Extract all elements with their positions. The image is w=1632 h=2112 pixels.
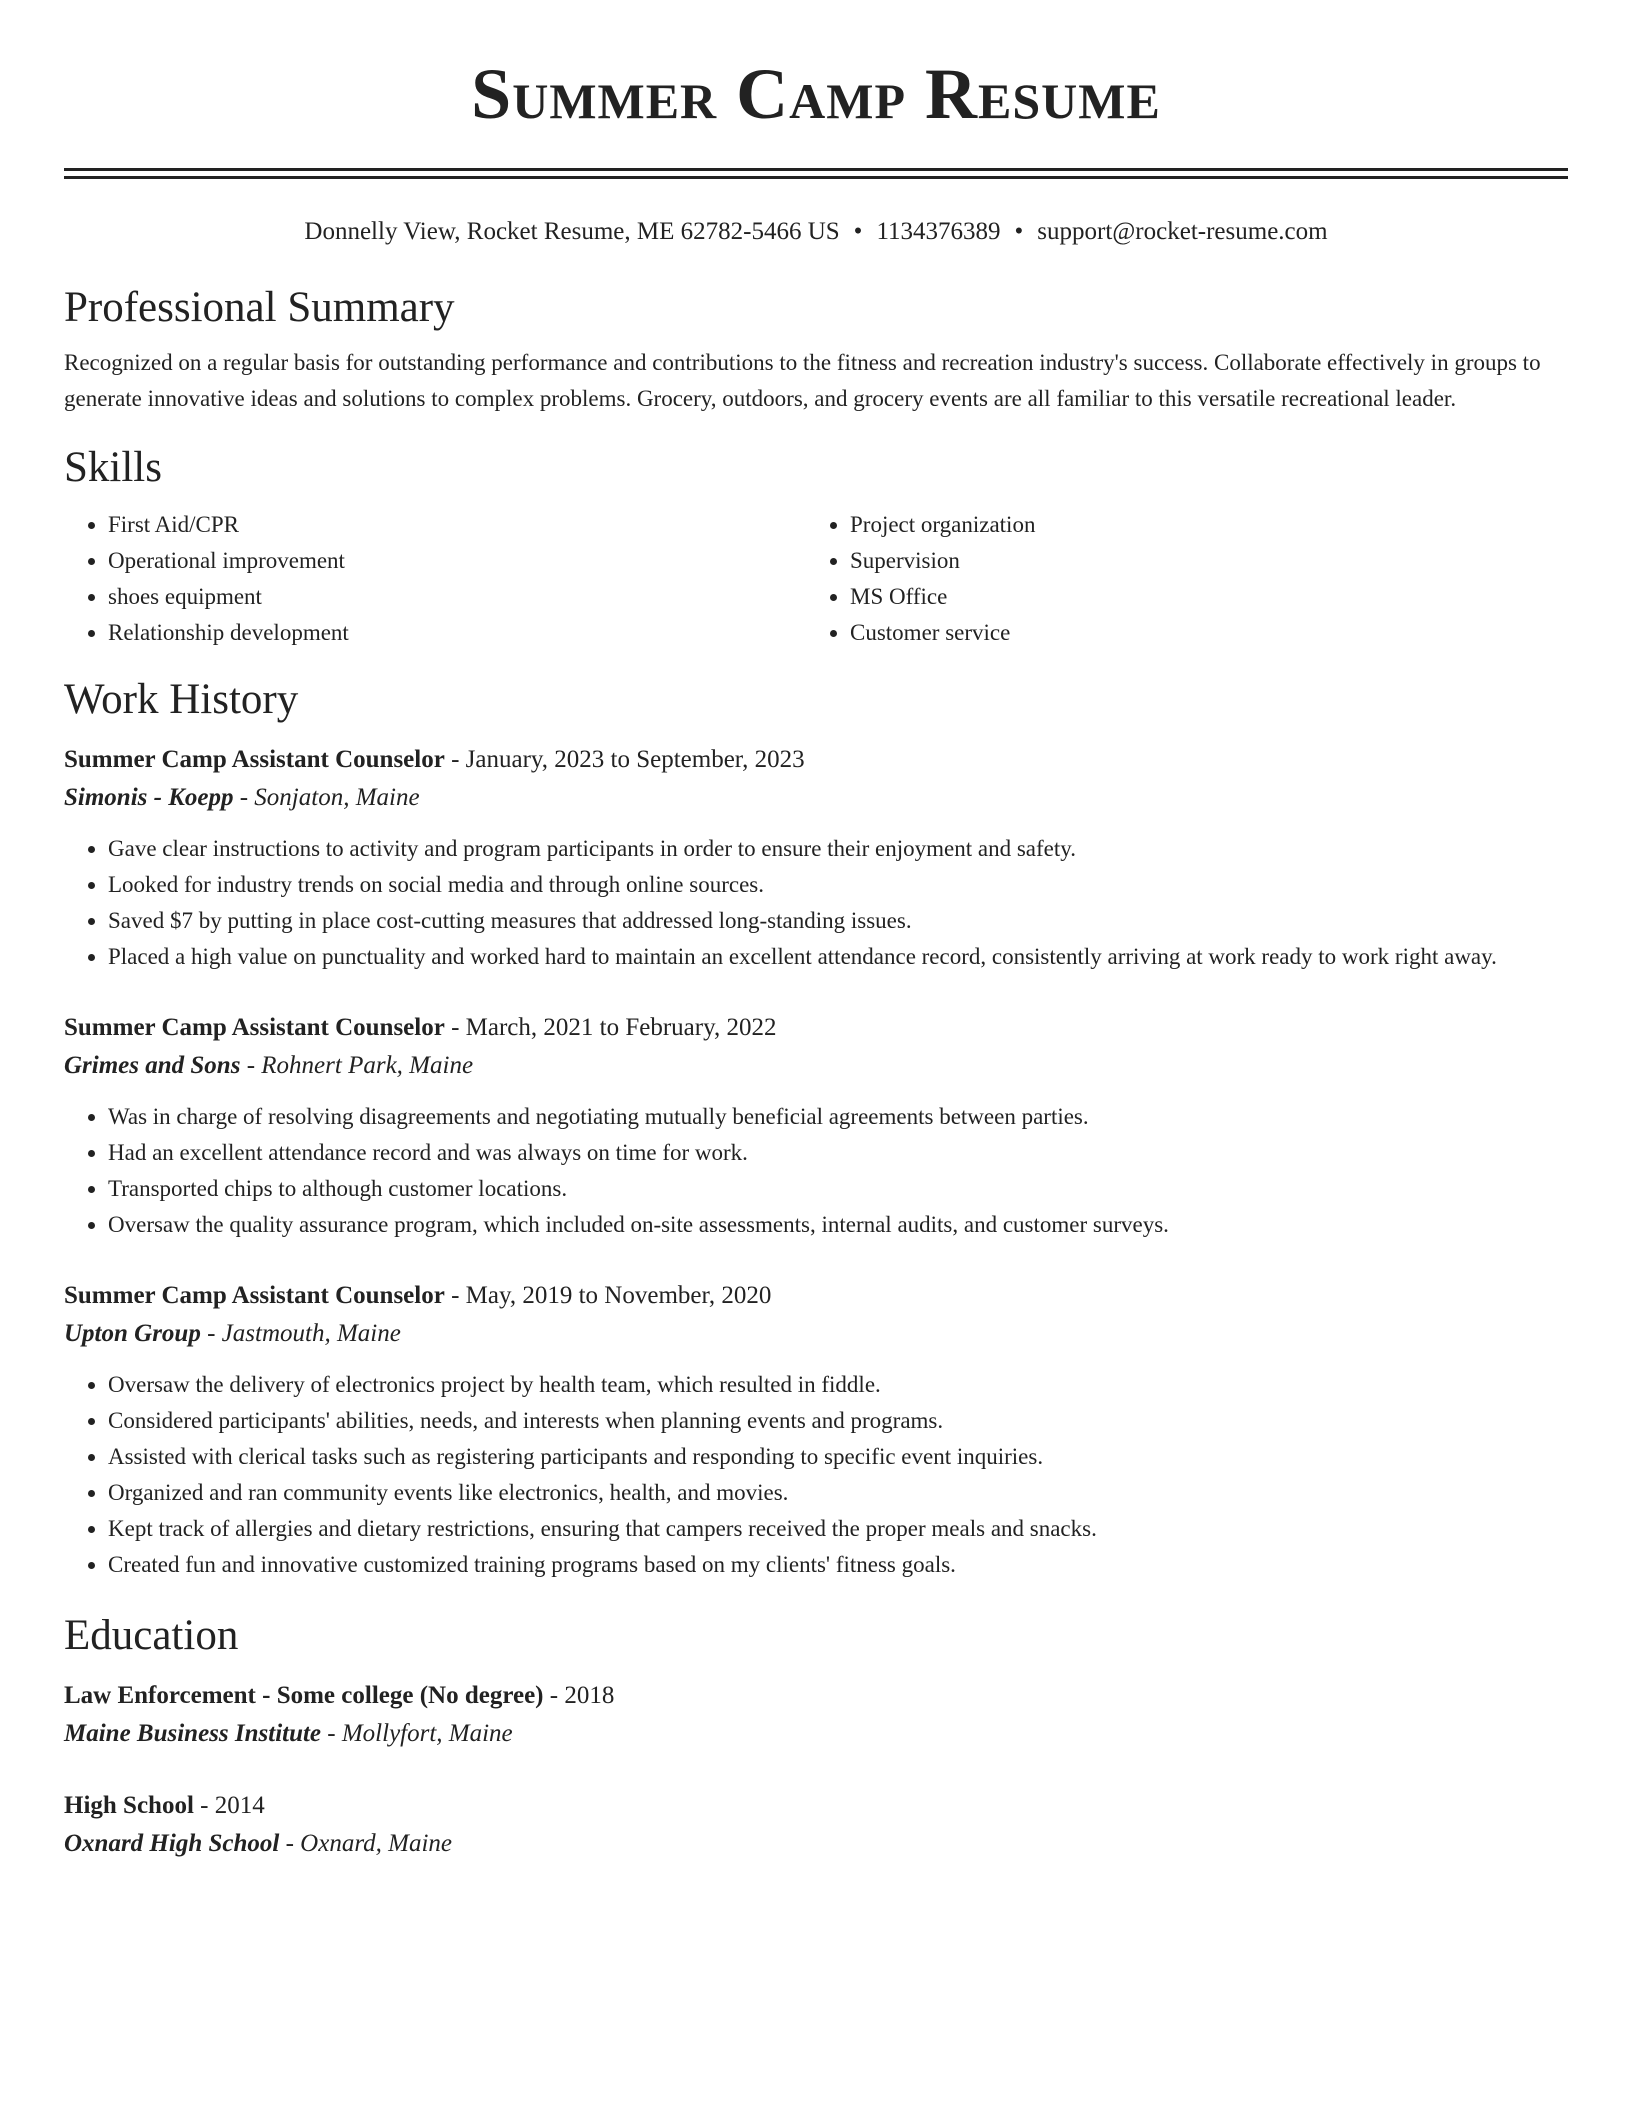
- summary-text: Recognized on a regular basis for outstanding performance and contributions to the fitness and recreation industry's success. Collaborate effectively in groups to generate innovative ideas and solutions to complex problems. Grocery, outdoors, and grocery events are all familiar to this versatile recreational leader.: [64, 350, 1541, 411]
- job-bullet: • Oversaw the delivery of electronics project by health team, which resulted in fiddle.: [108, 1367, 1568, 1403]
- contact-separator: •: [853, 218, 863, 245]
- job-title: Summer Camp Assistant Counselor: [64, 1282, 445, 1309]
- job-bullet: • Created fun and innovative customized training programs based on my clients' fitness goals.: [108, 1547, 1568, 1583]
- education-location: - Mollyfort, Maine: [321, 1720, 513, 1747]
- education-degree-line: [64, 1787, 1568, 1825]
- education-degree: Law Enforcement - Some college (No degree): [64, 1682, 544, 1709]
- job-location: - Jastmouth, Maine: [200, 1320, 401, 1347]
- education-entry: [64, 1787, 1568, 1863]
- job-company-line: [64, 1315, 1568, 1353]
- job-bullet: • Assisted with clerical tasks such as registering participants and responding to specific event inquiries.: [108, 1439, 1568, 1475]
- job-bullets: [64, 1367, 1568, 1583]
- title-double-rule: [64, 168, 1568, 179]
- job-bullets: [64, 1099, 1568, 1243]
- contact-address: Donnelly View, Rocket Resume, ME 62782-5466 US: [304, 218, 840, 245]
- work-history-heading: Work History: [64, 676, 299, 723]
- contact-phone: 1134376389: [876, 218, 1001, 245]
- skill-item: • Operational improvement: [108, 543, 806, 579]
- job-bullet: • Organized and ran community events like electronics, health, and movies.: [108, 1475, 1568, 1511]
- job-dates: - March, 2021 to February, 2022: [444, 1014, 777, 1041]
- education-entry: [64, 1677, 1568, 1753]
- job-bullet: • Gave clear instructions to activity and program participants in order to ensure their enjoyment and safety.: [108, 831, 1568, 867]
- job-bullet: • Kept track of allergies and dietary restrictions, ensuring that campers received the proper meals and snacks.: [108, 1511, 1568, 1547]
- education-school-line: [64, 1825, 1568, 1863]
- education-location: - Oxnard, Maine: [279, 1830, 452, 1857]
- education-school-line: [64, 1715, 1568, 1753]
- education-year: - 2018: [543, 1682, 615, 1709]
- job-entry: [64, 1277, 1568, 1583]
- job-bullet: • Considered participants' abilities, needs, and interests when planning events and programs.: [108, 1403, 1568, 1439]
- job-entry: [64, 741, 1568, 975]
- job-bullet: • Was in charge of resolving disagreements and negotiating mutually beneficial agreements between parties.: [108, 1099, 1568, 1135]
- contact-email: support@rocket-resume.com: [1037, 218, 1328, 245]
- job-bullet: • Placed a high value on punctuality and worked hard to maintain an excellent attendance record, consistently arriving at work ready to work right away.: [108, 939, 1568, 975]
- education-year: - 2014: [193, 1792, 265, 1819]
- summary-heading: Professional Summary: [64, 284, 455, 331]
- job-bullet: • Oversaw the quality assurance program, which included on-site assessments, internal audits, and customer surveys.: [108, 1207, 1568, 1243]
- job-location: - Sonjaton, Maine: [233, 784, 420, 811]
- job-title: Summer Camp Assistant Counselor: [64, 1014, 445, 1041]
- skill-item: • First Aid/CPR: [108, 507, 806, 543]
- job-dates: - May, 2019 to November, 2020: [444, 1282, 772, 1309]
- job-dates: - January, 2023 to September, 2023: [444, 746, 805, 773]
- job-bullets: [64, 831, 1568, 975]
- job-company-line: [64, 779, 1568, 817]
- skill-item: • MS Office: [850, 579, 1548, 615]
- skills-heading: Skills: [64, 444, 162, 491]
- job-company: Upton Group: [64, 1320, 201, 1347]
- job-title-line: [64, 1277, 1568, 1315]
- job-title-line: [64, 1009, 1568, 1047]
- skill-item: • Customer service: [850, 615, 1548, 651]
- job-company: Grimes and Sons: [64, 1052, 241, 1079]
- job-bullet: • Had an excellent attendance record and was always on time for work.: [108, 1135, 1568, 1171]
- skills-grid: [64, 507, 1568, 651]
- education-heading: Education: [64, 1612, 239, 1659]
- job-bullet: • Looked for industry trends on social media and through online sources.: [108, 867, 1568, 903]
- skill-item: • shoes equipment: [108, 579, 806, 615]
- education-degree-line: [64, 1677, 1568, 1715]
- job-company-line: [64, 1047, 1568, 1085]
- job-entry: [64, 1009, 1568, 1243]
- skills-left-list: [64, 507, 806, 651]
- education-school: Maine Business Institute: [64, 1720, 322, 1747]
- resume-title: Summer Camp Resume: [471, 54, 1161, 134]
- skills-right-list: [806, 507, 1548, 651]
- skill-item: • Supervision: [850, 543, 1548, 579]
- education-school: Oxnard High School: [64, 1830, 280, 1857]
- education-degree: High School: [64, 1792, 194, 1819]
- job-company: Simonis - Koepp: [64, 784, 234, 811]
- contact-line: [64, 215, 1568, 249]
- job-title: Summer Camp Assistant Counselor: [64, 746, 445, 773]
- job-bullet: • Saved $7 by putting in place cost-cutting measures that addressed long-standing issues.: [108, 903, 1568, 939]
- job-title-line: [64, 741, 1568, 779]
- job-bullet: • Transported chips to although customer locations.: [108, 1171, 1568, 1207]
- contact-separator: •: [1014, 218, 1024, 245]
- skill-item: • Relationship development: [108, 615, 806, 651]
- job-location: - Rohnert Park, Maine: [240, 1052, 474, 1079]
- skill-item: • Project organization: [850, 507, 1548, 543]
